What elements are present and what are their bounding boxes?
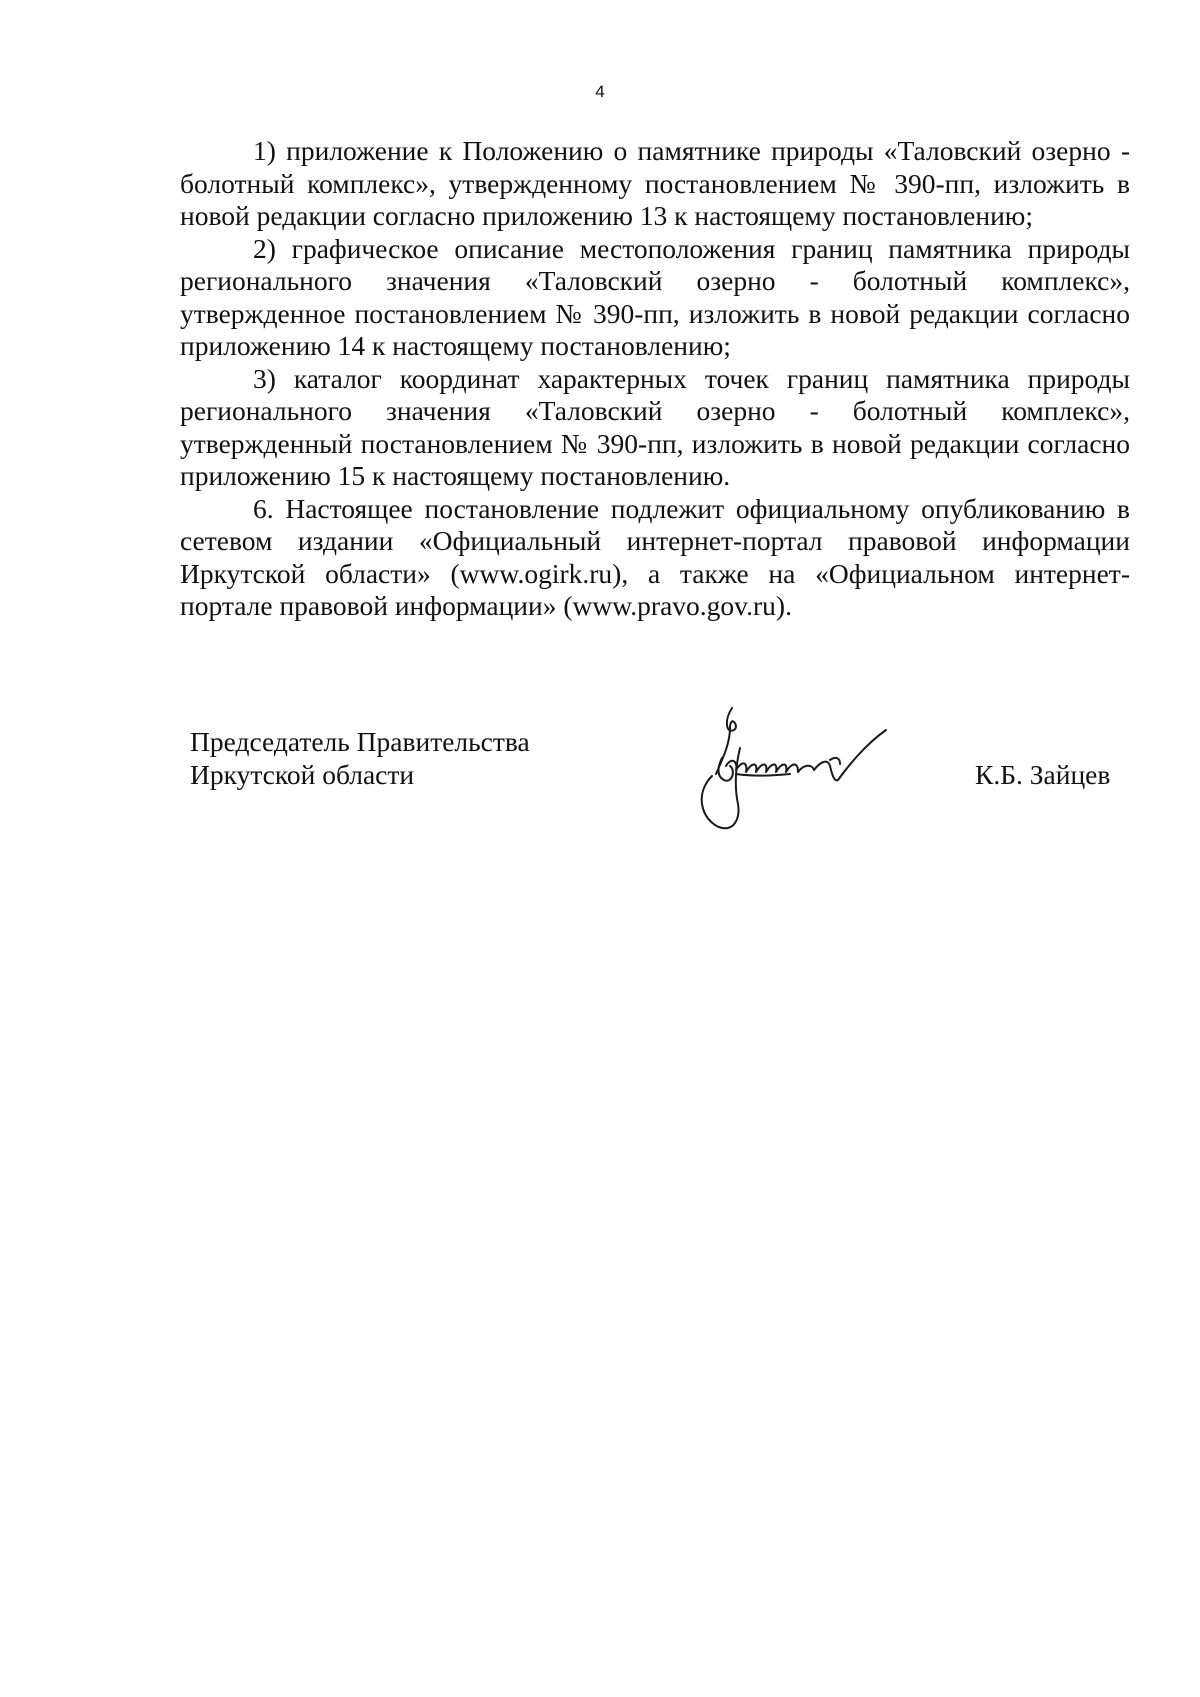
paragraph-publication: 6. Настоящее постановление подлежит официальному опубликованию в сетевом издании «Официальный интернет-портал правовой информации Иркутской области» (www.ogirk.ru), а также на «Официальном интернет-портале правовой информации» (www.pravo.gov.ru). xyxy=(180,492,1130,621)
handwritten-signature-icon xyxy=(680,700,950,850)
paragraph-item-3: 3) каталог координат характерных точек границ памятника природы регионального значения «Таловский озерно - болотный комплекс», утвержденный постановлением № 390-пп, изложить в новой редакции согласно приложению 15 к настоящему постановлению. xyxy=(180,362,1130,491)
signer-position xyxy=(190,726,530,791)
page-number: 4 xyxy=(595,82,605,101)
paragraph-item-1: 1) приложение к Положению о памятнике природы «Таловский озерно - болотный комплекс», утвержденному постановлением № 390-пп, изложить в новой редакции согласно приложению 13 к настоящему постановлению; xyxy=(180,135,1130,231)
document-body xyxy=(180,135,1130,623)
signer-position-line-2: Иркутской области xyxy=(190,758,415,790)
signer-position-line-1: Председатель Правительства xyxy=(190,726,530,757)
signer-name: К.Б. Зайцев xyxy=(975,759,1111,790)
paragraph-item-2: 2) графическое описание местоположения границ памятника природы регионального значения «Таловский озерно - болотный комплекс», утвержденное постановлением № 390-пп, изложить в новой редакции согласно приложению 14 к настоящему постановлению; xyxy=(180,232,1130,361)
